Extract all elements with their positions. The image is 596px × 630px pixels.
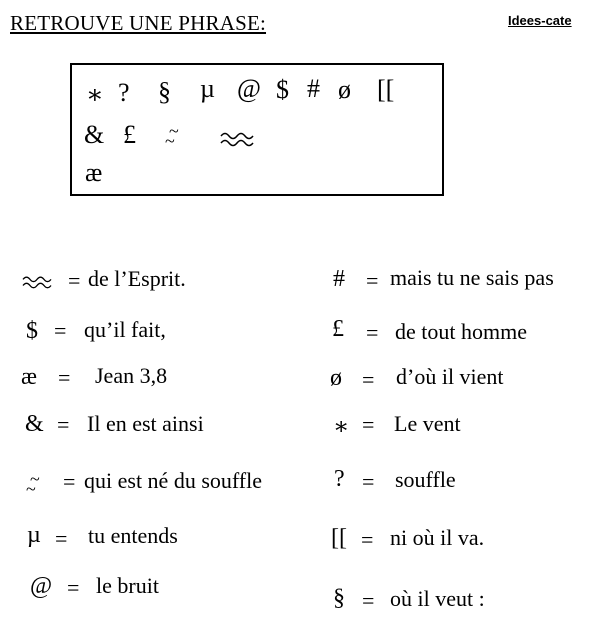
equals-sign: = (362, 588, 375, 613)
entry-symbol: @ (30, 573, 53, 599)
entry-text: d’où il vient (396, 364, 504, 389)
ampersand-symbol: & (84, 120, 105, 149)
entry-symbol: ∗ (333, 414, 350, 440)
equals-sign: = (362, 412, 375, 437)
entry-text: qui est né du souffle (84, 468, 263, 493)
asterisk-symbol: ∗ (86, 80, 104, 109)
equals-sign: = (366, 320, 379, 345)
wave-symbol (22, 275, 52, 294)
entry-text: Il en est ainsi (87, 411, 204, 436)
at-symbol: @ (237, 74, 261, 103)
entry-symbol: & (25, 411, 44, 437)
page-title: RETROUVE UNE PHRASE: (10, 11, 267, 35)
double-tilde-symbol: ~ ~ (165, 121, 179, 151)
equals-sign: = (58, 365, 71, 390)
entry-symbol: µ (27, 522, 41, 548)
equals-sign: = (362, 367, 375, 392)
wave-symbol (220, 131, 254, 152)
equals-sign: = (54, 318, 67, 343)
hash-symbol: # (307, 74, 320, 103)
entry-symbol: # (333, 266, 345, 292)
entry-symbol: ? (334, 466, 345, 492)
equals-sign: = (361, 527, 374, 552)
entry-text: ni où il va. (390, 525, 485, 550)
entry-text: de tout homme (395, 319, 527, 344)
equals-sign: = (57, 412, 70, 437)
wave-icon (220, 131, 254, 147)
mu-symbol: µ (200, 74, 215, 103)
equals-sign: = (366, 268, 379, 293)
pound-symbol: £ (123, 120, 136, 149)
entry-symbol: $ (26, 318, 38, 344)
entry-symbol: æ (21, 364, 38, 390)
equals-sign: = (68, 268, 81, 293)
equals-sign: = (362, 469, 375, 494)
entry-text: Jean 3,8 (95, 363, 168, 388)
entry-text: mais tu ne sais pas (390, 265, 554, 290)
oslash-symbol: ø (338, 75, 351, 104)
ae-symbol: æ (85, 158, 103, 187)
equals-sign: = (67, 575, 80, 600)
entry-symbol: [[ (331, 525, 347, 551)
equals-sign: = (55, 526, 68, 551)
credit-label: Idees-cate (508, 13, 572, 28)
wave-icon (22, 275, 52, 289)
double-bracket-symbol: [[ (377, 75, 395, 104)
entry-text: de l’Esprit. (88, 266, 186, 291)
entry-text: Le vent (394, 411, 461, 436)
entry-text: tu entends (88, 523, 178, 548)
entry-symbol: § (333, 585, 345, 611)
entry-text: le bruit (96, 573, 159, 598)
section-symbol: § (158, 77, 171, 106)
double-tilde-symbol: ~ ~ (26, 469, 40, 499)
equals-sign: = (63, 469, 76, 494)
entry-text: où il veut : (390, 586, 485, 611)
entry-symbol: £ (332, 316, 344, 342)
question-symbol: ? (118, 78, 130, 107)
entry-symbol: ø (330, 365, 342, 391)
dollar-symbol: $ (276, 75, 289, 104)
entry-text: qu’il fait, (84, 317, 166, 342)
entry-text: souffle (395, 467, 456, 492)
